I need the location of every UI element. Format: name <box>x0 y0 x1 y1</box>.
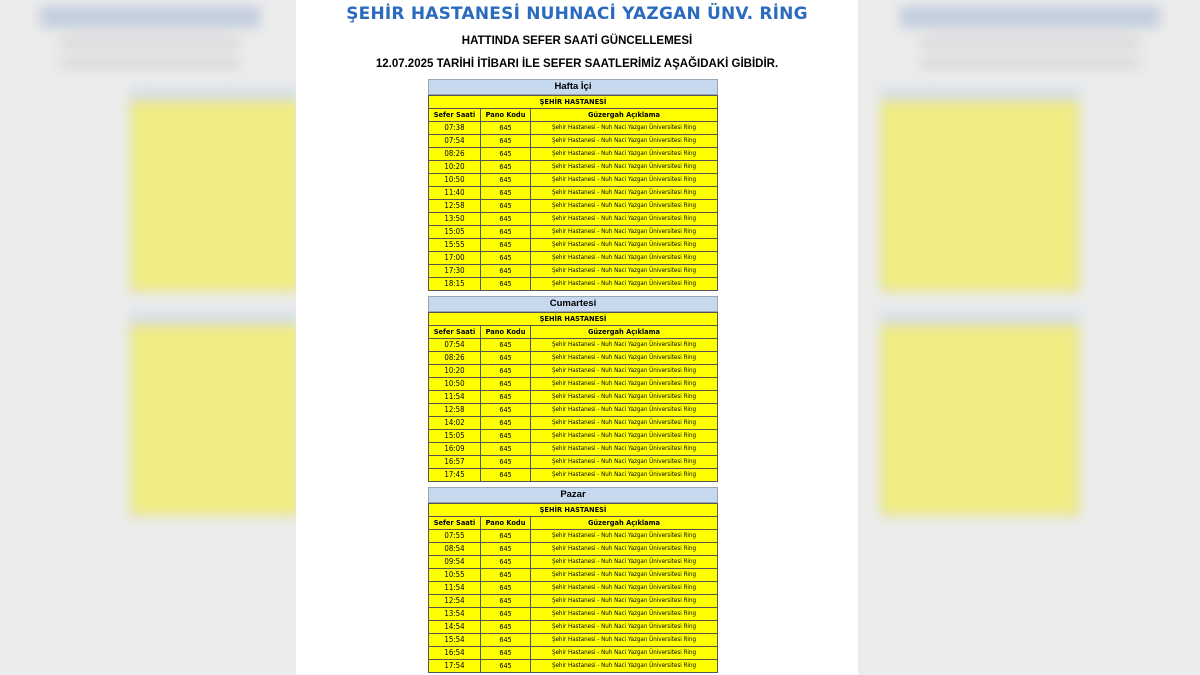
table-row <box>429 200 718 213</box>
panel-code: 645 <box>481 122 531 135</box>
panel-code: 645 <box>481 530 531 543</box>
route-description: Şehir Hastanesi - Nuh Naci Yazgan Üniversitesi Ring <box>531 660 718 673</box>
panel-code: 645 <box>481 278 531 291</box>
column-header-time: Sefer Saati <box>429 517 481 530</box>
panel-code: 645 <box>481 213 531 226</box>
departure-time: 13:50 <box>429 213 481 226</box>
route-description: Şehir Hastanesi - Nuh Naci Yazgan Üniversitesi Ring <box>531 265 718 278</box>
table-row <box>429 469 718 482</box>
column-header-route: Güzergah Açıklama <box>531 326 718 339</box>
table-row <box>429 569 718 582</box>
departure-time: 10:50 <box>429 378 481 391</box>
route-description: Şehir Hastanesi - Nuh Naci Yazgan Üniversitesi Ring <box>531 378 718 391</box>
departure-time: 12:58 <box>429 200 481 213</box>
departure-time: 10:20 <box>429 365 481 378</box>
route-description: Şehir Hastanesi - Nuh Naci Yazgan Üniversitesi Ring <box>531 352 718 365</box>
departure-time: 13:54 <box>429 608 481 621</box>
stop-name: ŞEHİR HASTANESİ <box>429 313 718 326</box>
table-row <box>429 339 718 352</box>
table-row <box>429 647 718 660</box>
blurred-background-right <box>860 0 1200 675</box>
panel-code: 645 <box>481 378 531 391</box>
column-header-row <box>429 109 718 122</box>
route-description: Şehir Hastanesi - Nuh Naci Yazgan Üniversitesi Ring <box>531 556 718 569</box>
route-description: Şehir Hastanesi - Nuh Naci Yazgan Üniversitesi Ring <box>531 430 718 443</box>
departure-time: 12:54 <box>429 595 481 608</box>
route-description: Şehir Hastanesi - Nuh Naci Yazgan Üniversitesi Ring <box>531 569 718 582</box>
panel-code: 645 <box>481 469 531 482</box>
table-row <box>429 456 718 469</box>
document-notice: 12.07.2025 TARİHİ İTİBARI İLE SEFER SAATLERİMİZ AŞAĞIDAKİ GİBİDİR. <box>375 58 779 70</box>
stop-row <box>429 504 718 517</box>
departure-time: 10:55 <box>429 569 481 582</box>
departure-time: 08:54 <box>429 543 481 556</box>
route-description: Şehir Hastanesi - Nuh Naci Yazgan Üniversitesi Ring <box>531 187 718 200</box>
schedule-document <box>296 0 858 675</box>
departure-time: 09:54 <box>429 556 481 569</box>
departure-time: 08:26 <box>429 148 481 161</box>
table-row <box>429 556 718 569</box>
route-description: Şehir Hastanesi - Nuh Naci Yazgan Üniversitesi Ring <box>531 339 718 352</box>
column-header-code: Pano Kodu <box>481 326 531 339</box>
departure-time: 18:15 <box>429 278 481 291</box>
table-row <box>429 352 718 365</box>
panel-code: 645 <box>481 365 531 378</box>
panel-code: 645 <box>481 660 531 673</box>
table-row <box>429 252 718 265</box>
departure-time: 11:54 <box>429 582 481 595</box>
table-row <box>429 265 718 278</box>
route-description: Şehir Hastanesi - Nuh Naci Yazgan Üniversitesi Ring <box>531 443 718 456</box>
departure-time: 15:55 <box>429 239 481 252</box>
route-description: Şehir Hastanesi - Nuh Naci Yazgan Üniversitesi Ring <box>531 226 718 239</box>
route-description: Şehir Hastanesi - Nuh Naci Yazgan Üniversitesi Ring <box>531 200 718 213</box>
table-row <box>429 239 718 252</box>
route-description: Şehir Hastanesi - Nuh Naci Yazgan Üniversitesi Ring <box>531 582 718 595</box>
departure-time: 10:50 <box>429 174 481 187</box>
departure-time: 08:26 <box>429 352 481 365</box>
departure-time: 15:05 <box>429 226 481 239</box>
route-description: Şehir Hastanesi - Nuh Naci Yazgan Üniversitesi Ring <box>531 417 718 430</box>
panel-code: 645 <box>481 430 531 443</box>
panel-code: 645 <box>481 595 531 608</box>
departure-time: 10:20 <box>429 161 481 174</box>
table-row <box>429 161 718 174</box>
schedule-block <box>428 487 718 673</box>
schedule-table <box>428 503 718 673</box>
table-row <box>429 404 718 417</box>
schedule-table <box>428 95 718 291</box>
route-description: Şehir Hastanesi - Nuh Naci Yazgan Üniversitesi Ring <box>531 122 718 135</box>
panel-code: 645 <box>481 417 531 430</box>
departure-time: 17:45 <box>429 469 481 482</box>
route-description: Şehir Hastanesi - Nuh Naci Yazgan Üniversitesi Ring <box>531 252 718 265</box>
panel-code: 645 <box>481 556 531 569</box>
day-header: Pazar <box>428 487 718 503</box>
departure-time: 07:54 <box>429 339 481 352</box>
panel-code: 645 <box>481 621 531 634</box>
route-description: Şehir Hastanesi - Nuh Naci Yazgan Üniversitesi Ring <box>531 174 718 187</box>
panel-code: 645 <box>481 634 531 647</box>
table-row <box>429 122 718 135</box>
schedule-table <box>428 312 718 482</box>
panel-code: 645 <box>481 582 531 595</box>
document-title: ŞEHİR HASTANESİ NUHNACİ YAZGAN ÜNV. RİNG <box>346 4 808 24</box>
departure-time: 15:54 <box>429 634 481 647</box>
panel-code: 645 <box>481 200 531 213</box>
route-description: Şehir Hastanesi - Nuh Naci Yazgan Üniversitesi Ring <box>531 608 718 621</box>
departure-time: 16:57 <box>429 456 481 469</box>
document-subtitle: HATTINDA SEFER SAATİ GÜNCELLEMESİ <box>461 35 693 47</box>
table-row <box>429 595 718 608</box>
table-row <box>429 148 718 161</box>
panel-code: 645 <box>481 339 531 352</box>
departure-time: 07:54 <box>429 135 481 148</box>
route-description: Şehir Hastanesi - Nuh Naci Yazgan Üniversitesi Ring <box>531 647 718 660</box>
departure-time: 07:55 <box>429 530 481 543</box>
route-description: Şehir Hastanesi - Nuh Naci Yazgan Üniversitesi Ring <box>531 161 718 174</box>
table-row <box>429 543 718 556</box>
table-row <box>429 660 718 673</box>
day-header: Hafta İçi <box>428 79 718 95</box>
column-header-route: Güzergah Açıklama <box>531 109 718 122</box>
departure-time: 14:02 <box>429 417 481 430</box>
column-header-time: Sefer Saati <box>429 326 481 339</box>
departure-time: 12:58 <box>429 404 481 417</box>
panel-code: 645 <box>481 352 531 365</box>
departure-time: 17:54 <box>429 660 481 673</box>
stop-name: ŞEHİR HASTANESİ <box>429 504 718 517</box>
departure-time: 15:05 <box>429 430 481 443</box>
column-header-code: Pano Kodu <box>481 517 531 530</box>
column-header-code: Pano Kodu <box>481 109 531 122</box>
column-header-row <box>429 326 718 339</box>
route-description: Şehir Hastanesi - Nuh Naci Yazgan Üniversitesi Ring <box>531 278 718 291</box>
route-description: Şehir Hastanesi - Nuh Naci Yazgan Üniversitesi Ring <box>531 213 718 226</box>
panel-code: 645 <box>481 252 531 265</box>
table-row <box>429 608 718 621</box>
panel-code: 645 <box>481 161 531 174</box>
departure-time: 11:40 <box>429 187 481 200</box>
table-row <box>429 135 718 148</box>
route-description: Şehir Hastanesi - Nuh Naci Yazgan Üniversitesi Ring <box>531 391 718 404</box>
departure-time: 16:09 <box>429 443 481 456</box>
table-row <box>429 226 718 239</box>
table-row <box>429 443 718 456</box>
table-row <box>429 278 718 291</box>
table-row <box>429 530 718 543</box>
schedule-block <box>428 79 718 291</box>
departure-time: 07:38 <box>429 122 481 135</box>
panel-code: 645 <box>481 543 531 556</box>
stop-row <box>429 313 718 326</box>
panel-code: 645 <box>481 174 531 187</box>
route-description: Şehir Hastanesi - Nuh Naci Yazgan Üniversitesi Ring <box>531 404 718 417</box>
departure-time: 16:54 <box>429 647 481 660</box>
stop-row <box>429 96 718 109</box>
route-description: Şehir Hastanesi - Nuh Naci Yazgan Üniversitesi Ring <box>531 239 718 252</box>
panel-code: 645 <box>481 135 531 148</box>
route-description: Şehir Hastanesi - Nuh Naci Yazgan Üniversitesi Ring <box>531 634 718 647</box>
blurred-background-left <box>0 0 300 675</box>
route-description: Şehir Hastanesi - Nuh Naci Yazgan Üniversitesi Ring <box>531 621 718 634</box>
panel-code: 645 <box>481 569 531 582</box>
table-row <box>429 621 718 634</box>
route-description: Şehir Hastanesi - Nuh Naci Yazgan Üniversitesi Ring <box>531 135 718 148</box>
schedule-block <box>428 296 718 482</box>
departure-time: 17:30 <box>429 265 481 278</box>
route-description: Şehir Hastanesi - Nuh Naci Yazgan Üniversitesi Ring <box>531 148 718 161</box>
table-row <box>429 634 718 647</box>
route-description: Şehir Hastanesi - Nuh Naci Yazgan Üniversitesi Ring <box>531 595 718 608</box>
table-row <box>429 417 718 430</box>
panel-code: 645 <box>481 226 531 239</box>
table-row <box>429 430 718 443</box>
departure-time: 11:54 <box>429 391 481 404</box>
column-header-time: Sefer Saati <box>429 109 481 122</box>
route-description: Şehir Hastanesi - Nuh Naci Yazgan Üniversitesi Ring <box>531 365 718 378</box>
panel-code: 645 <box>481 239 531 252</box>
column-header-row <box>429 517 718 530</box>
table-row <box>429 174 718 187</box>
panel-code: 645 <box>481 404 531 417</box>
departure-time: 17:00 <box>429 252 481 265</box>
panel-code: 645 <box>481 443 531 456</box>
table-row <box>429 187 718 200</box>
panel-code: 645 <box>481 391 531 404</box>
panel-code: 645 <box>481 647 531 660</box>
panel-code: 645 <box>481 456 531 469</box>
column-header-route: Güzergah Açıklama <box>531 517 718 530</box>
panel-code: 645 <box>481 265 531 278</box>
table-row <box>429 213 718 226</box>
table-row <box>429 582 718 595</box>
panel-code: 645 <box>481 608 531 621</box>
table-row <box>429 378 718 391</box>
departure-time: 14:54 <box>429 621 481 634</box>
stop-name: ŞEHİR HASTANESİ <box>429 96 718 109</box>
route-description: Şehir Hastanesi - Nuh Naci Yazgan Üniversitesi Ring <box>531 456 718 469</box>
route-description: Şehir Hastanesi - Nuh Naci Yazgan Üniversitesi Ring <box>531 543 718 556</box>
table-row <box>429 391 718 404</box>
panel-code: 645 <box>481 187 531 200</box>
route-description: Şehir Hastanesi - Nuh Naci Yazgan Üniversitesi Ring <box>531 469 718 482</box>
table-row <box>429 365 718 378</box>
panel-code: 645 <box>481 148 531 161</box>
route-description: Şehir Hastanesi - Nuh Naci Yazgan Üniversitesi Ring <box>531 530 718 543</box>
day-header: Cumartesi <box>428 296 718 312</box>
